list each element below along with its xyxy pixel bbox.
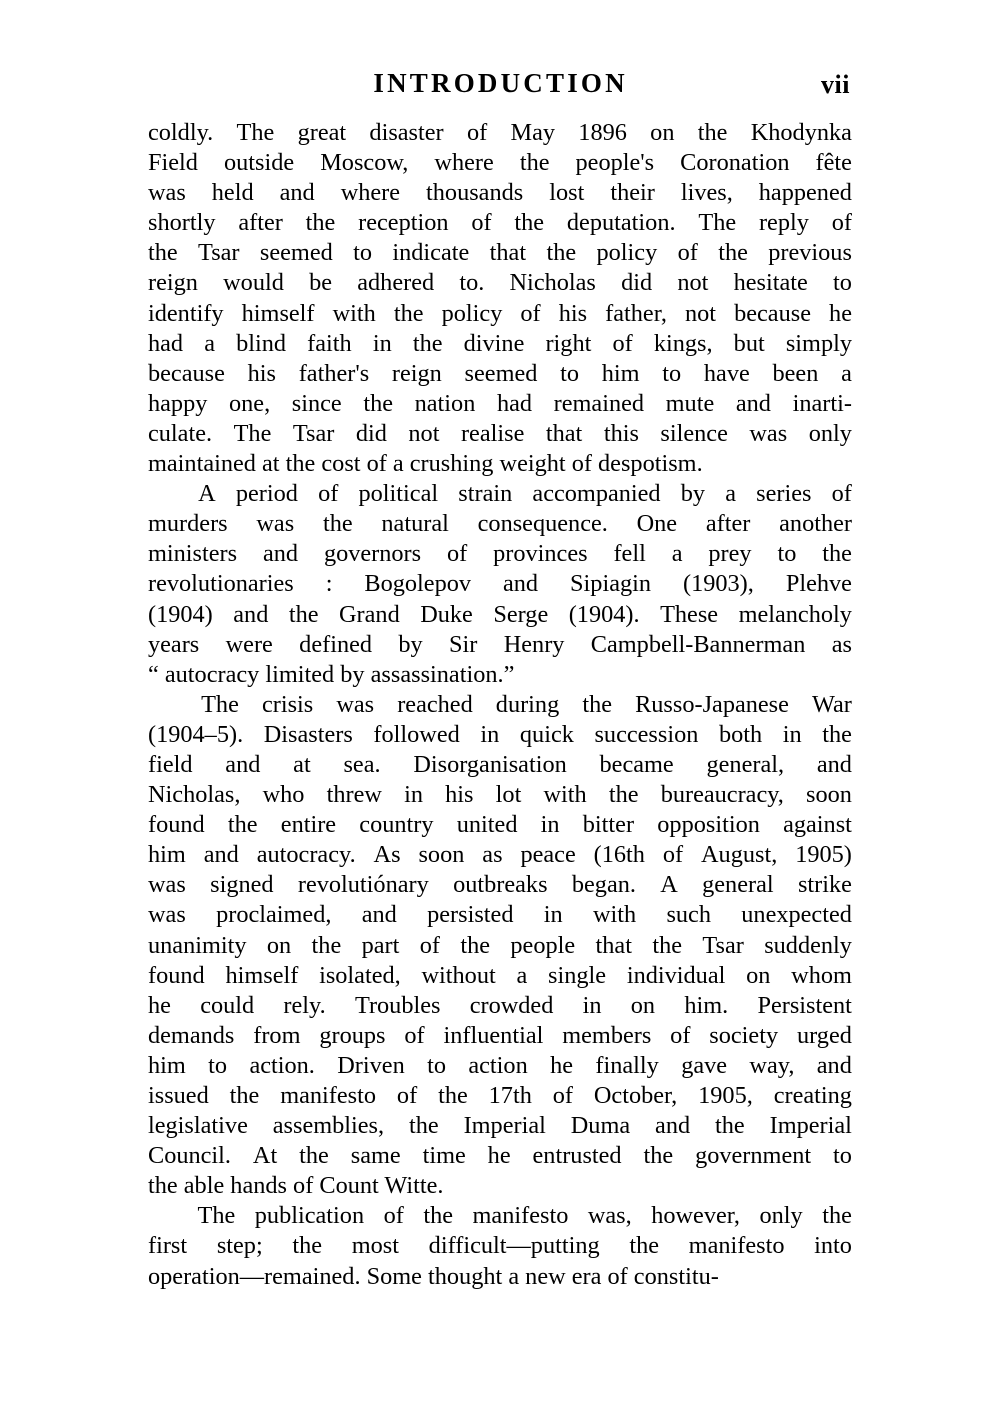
text-line: (1904) and the Grand Duke Serge (1904). These melancholy xyxy=(148,600,852,628)
text-line: demands from groups of influential members of society urged xyxy=(148,1021,852,1049)
text-line: ministers and governors of provinces fell a prey to the xyxy=(148,540,852,568)
text-line: identify himself with the policy of his father, not because he xyxy=(148,299,852,327)
text-line: shortly after the reception of the deputation. The reply of xyxy=(148,209,852,237)
text-line: maintained at the cost of a crushing weight of despotism. xyxy=(148,450,703,478)
text-line: The crisis was reached during the Russo-Japanese War xyxy=(148,690,852,720)
text-line: murders was the natural consequence. One after another xyxy=(148,510,852,538)
paragraph-indent xyxy=(148,479,178,509)
text-line: was signed revolutiónary outbreaks began. A general strike xyxy=(148,871,852,899)
text-line: found himself isolated, without a single individual on whom xyxy=(148,961,852,989)
running-head xyxy=(148,66,850,106)
body-text xyxy=(148,118,852,1292)
text-line: the able hands of Count Witte. xyxy=(148,1172,444,1200)
text-line: because his father's reign seemed to him to have been a xyxy=(148,359,852,387)
text-line: Field outside Moscow, where the people's Coronation fête xyxy=(148,149,852,177)
text-line: The publication of the manifesto was, however, only the xyxy=(148,1201,852,1231)
text-line: coldly. The great disaster of May 1896 on the Khodynka xyxy=(148,119,852,146)
text-line: legislative assemblies, the Imperial Duma and the Imperial xyxy=(148,1112,852,1140)
text-line: (1904–5). Disasters followed in quick succession both in the xyxy=(148,720,852,748)
text-line: the Tsar seemed to indicate that the policy of the previous xyxy=(148,239,852,267)
text-line: he could rely. Troubles crowded in on him. Persistent xyxy=(148,991,852,1019)
text-line: was held and where thousands lost their lives, happened xyxy=(148,179,852,207)
text-line: revolutionaries : Bogolepov and Sipiagin (1903), Plehve xyxy=(148,570,852,598)
text-line: him to action. Driven to action he finally gave way, and xyxy=(148,1051,852,1079)
page-number: vii xyxy=(821,70,850,99)
text-line: A period of political strain accompanied by a series of xyxy=(148,479,852,509)
text-line: reign would be adhered to. Nicholas did not hesitate to xyxy=(148,269,852,297)
paragraph-indent xyxy=(148,690,178,720)
page-title: INTRODUCTION xyxy=(373,68,628,98)
text-line: Council. At the same time he entrusted the government to xyxy=(148,1142,852,1170)
text-line: had a blind faith in the divine right of kings, but simply xyxy=(148,329,852,357)
text-line: him and autocracy. As soon as peace (16th of August, 1905) xyxy=(148,841,852,869)
paragraph-indent xyxy=(148,1201,178,1231)
text-line: years were defined by Sir Henry Campbell-Bannerman as xyxy=(148,630,852,658)
text-line: found the entire country united in bitter opposition against xyxy=(148,811,852,839)
text-line: happy one, since the nation had remained mute and inarti- xyxy=(148,389,852,417)
text-line: culate. The Tsar did not realise that this silence was only xyxy=(148,419,852,447)
text-line: “ autocracy limited by assassination.” xyxy=(148,660,515,688)
text-line: first step; the most difficult—putting the manifesto into xyxy=(148,1232,852,1260)
text-line: unanimity on the part of the people that the Tsar suddenly xyxy=(148,931,852,959)
text-line: field and at sea. Disorganisation became general, and xyxy=(148,750,852,778)
text-line: was proclaimed, and persisted in with such unexpected xyxy=(148,901,852,929)
text-line: issued the manifesto of the 17th of October, 1905, creating xyxy=(148,1082,852,1109)
text-line: Nicholas, who threw in his lot with the bureaucracy, soon xyxy=(148,781,852,809)
paragraph xyxy=(148,479,852,690)
paragraph xyxy=(148,690,852,1202)
paragraph xyxy=(148,118,852,479)
paragraph xyxy=(148,1201,852,1291)
text-line: operation—remained. Some thought a new era of constitu- xyxy=(148,1262,719,1290)
